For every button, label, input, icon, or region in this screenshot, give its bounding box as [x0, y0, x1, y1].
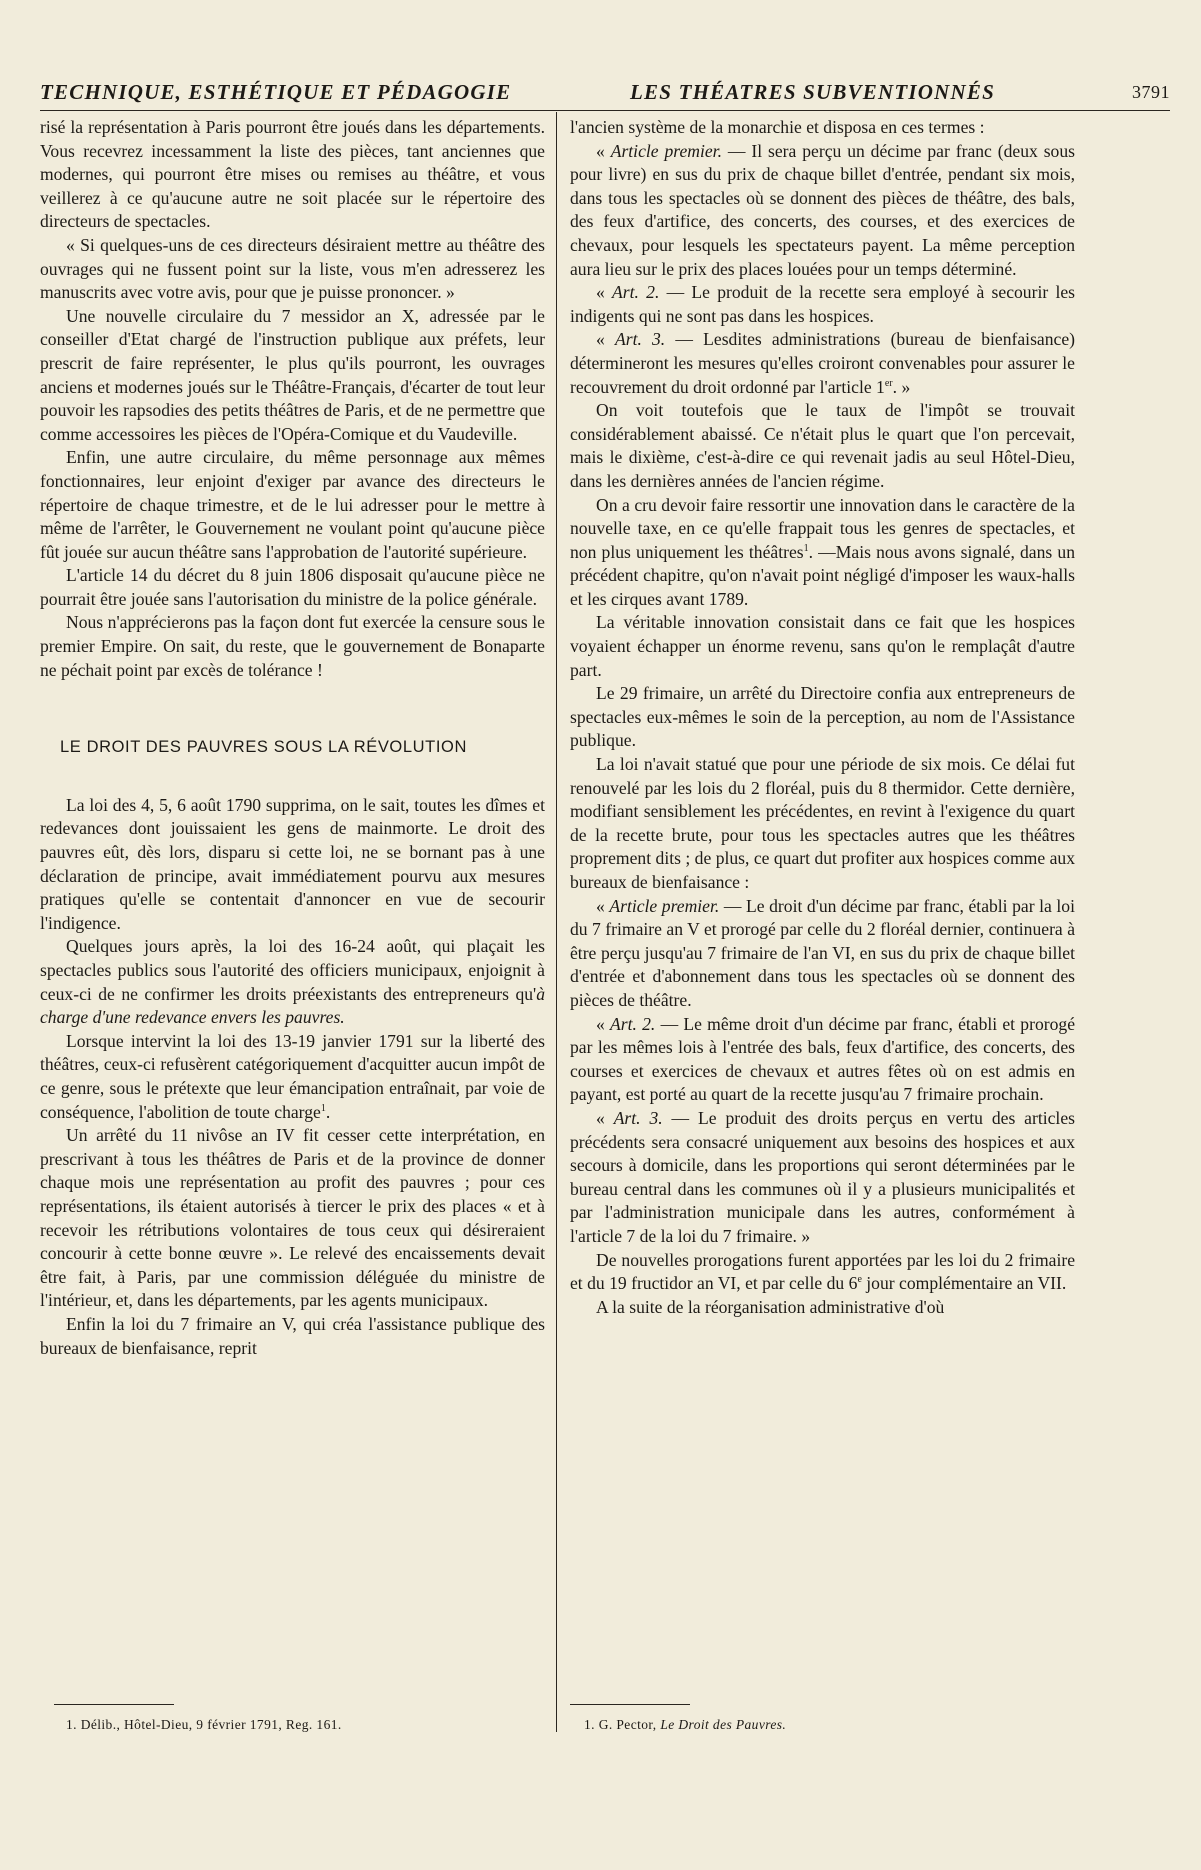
paragraph-text: — Le droit d'un décime par franc, établi par la loi du 7 frimaire an V et prorogé par celle du 2 floréal dernier, continuera à être perçu jusqu'au 7 frimaire de l'an VI, en sus du prix de chaque billet d'entrée et d'abonnement dans tous les spectacles où se donnent des pièces de théâtre.: [570, 895, 1075, 1010]
article-paragraph: « Art. 3. — Le produit des droits perçus en vertu des articles précédents sera consacré uniquement aux besoins des hospices et aux secours à domicile, dans les proportions qui seront déterminées par le bureau central dans les communes où il y a plusieurs municipalités et par l'administration municipale dans les autres, conformément à l'article 7 de la loi du 7 frimaire. »: [570, 1107, 1075, 1246]
article-paragraph: « Art. 2. — Le produit de la recette sera employé à secourir les indigents qui ne sont pas dans les hospices.: [570, 282, 1075, 326]
paragraph: L'article 14 du décret du 8 juin 1806 disposait qu'aucune pièce ne pourrait être jouée sans l'autorisation du ministre de la police générale.: [40, 565, 545, 609]
header-rule: [40, 110, 1170, 111]
paragraph-text: — Le produit de la recette sera employé à secourir les indigents qui ne sont pas dans les hospices.: [570, 282, 1075, 326]
paragraph: « Si quelques-uns de ces directeurs désiraient mettre au théâtre des ouvrages qui ne fussent point sur la liste, vous m'en adresserez les manuscrits avec votre avis, pour que je puisse prononcer. »: [40, 234, 545, 303]
article-paragraph: « Art. 2. — Le même droit d'un décime par franc, établi et prorogé par les mêmes lois à l'entrée des bals, feux d'artifice, des concerts, des courses et exercices de chevaux et autres fêtes où on est admis en payant, est porté au quart de la recette jusqu'au 7 frimaire prochain.: [570, 1013, 1076, 1105]
paragraph: Enfin, une autre circulaire, du même personnage aux mêmes fonctionnaires, leur enjoint d'exiger par avance des directeurs le répertoire de chaque trimestre, et de le lui adresser pour le mettre à même de l'arrêter, le Gouvernement ne voulant point qu'aucune pièce fût jouée sur aucun théâtre sans l'approbation de l'autorité supérieure.: [40, 447, 545, 562]
paragraph: Enfin la loi du 7 frimaire an V, qui créa l'assistance publique des bureaux de bienfaisance, reprit: [40, 1313, 545, 1358]
column-divider: [556, 112, 557, 1732]
footnote-left: 1. Délib., Hôtel-Dieu, 9 février 1791, Reg. 161.: [66, 1717, 342, 1732]
article-paragraph: « Article premier. — Il sera perçu un décime par franc (deux sous pour livre) en sus du prix de chaque billet d'entrée, pendant six mois, dans tous les spectacles où se donnent des pièces de théâtre, des bals, des feux d'artifice, des concerts, des courses, et des exercices de chevaux, pour lesquels les spectateurs payent. La même perception aura lieu sur le prix des places louées pour un temps déterminé.: [570, 140, 1075, 279]
article-label: Art. 3.: [613, 1107, 663, 1128]
paragraph: Une nouvelle circulaire du 7 messidor an X, adressée par le conseiller d'Etat chargé de l'instruction publique aux préfets, leur prescrit de faire représenter, le plus qu'ils pourront, les ouvrages anciens et modernes joués sur le Théâtre-Français, d'écarter de tout leur pouvoir les rapsodies des petits théâtres de Paris, et de ne permettre que comme accessoires les pièces de l'Opéra-Comique et du Vaudeville.: [40, 305, 545, 444]
right-column: [570, 116, 1075, 1319]
paragraph: Le 29 frimaire, un arrêté du Directoire confia aux entrepreneurs de spectacles eux-mêmes le soin de la perception, au nom de l'Assistance publique.: [570, 683, 1075, 751]
paragraph: On voit toutefois que le taux de l'impôt se trouvait considérablement abaissé. Ce n'était plus le quart que l'on percevait, mais le dixième, c'est-à-dire ce qui revenait jadis au seul Hôtel-Dieu, dans les dernières années de l'ancien régime.: [570, 400, 1075, 491]
paragraph-text: — Lesdites administrations (bureau de bienfaisance) détermineront les mesures qu'elles croiront convenables pour assurer le recouvrement du droit ordonné par l'article 1: [570, 329, 1075, 397]
superscript: er: [884, 377, 893, 389]
paragraph: [570, 1249, 1075, 1296]
paragraph-text: On a cru devoir faire ressortir une innovation dans le caractère de la nouvelle taxe, en ce qu'elle frappait tous les genres de spectacles, et non plus uniquement les théâtres: [570, 494, 1075, 562]
paragraph-text: — Il sera perçu un décime par franc (deux sous pour livre) en sus du prix de chaque billet d'entrée, pendant six mois, dans tous les spectacles où se donnent des pièces de théâtre, des bals, des feux d'artifice, des concerts, des courses, et des exercices de chevaux, pour lesquels les spectateurs payent. La même perception aura lieu sur le prix des places louées pour un temps déterminé.: [570, 140, 1075, 279]
left-column: [40, 116, 545, 1360]
paragraph: La véritable innovation consistait dans ce fait que les hospices voyaient échapper un énorme revenu, sans qu'on le remplaçât d'autre part.: [570, 612, 1075, 680]
footnote-ref: 1: [803, 542, 809, 554]
paragraph: Lorsque intervint la loi des 13-19 janvier 1791 sur la liberté des théâtres, ceux-ci refusèrent catégoriquement d'acquitter aucun impôt de ce genre, sous le prétexte que leur émancipation entraînait, par voie de conséquence, l'abolition de toute charge$^1$.: [40, 1030, 545, 1122]
paragraph-italic: à charge d'une redevance envers les pauvres.: [40, 983, 545, 1028]
paragraph: l'ancien système de la monarchie et disposa en ces termes :: [570, 117, 985, 137]
running-header: [40, 76, 1170, 108]
header-right-title: LES THÉATRES SUBVENTIONNÉS: [630, 80, 995, 104]
paragraph-text: Quelques jours après, la loi des 16-24 août, qui plaçait les spectacles publics sous l'autorité des officiers municipaux, enjoignit à ceux-ci de ne confirmer les droits préexistants des entrepreneurs qu': [40, 936, 545, 1004]
paragraph: La loi n'avait statué que pour une période de six mois. Ce délai fut renouvelé par les lois du 2 floréal, puis du 8 thermidor. Cette dernière, modifiant sensiblement les précédentes, en revint à l'exigence du quart de la recette brute, pour tous les spectacles autres que les théâtres proprement dits ; de plus, ce quart dut profiter aux hospices comme aux bureaux de bienfaisance :: [570, 754, 1075, 892]
footnote-italic: Le Droit des Pauvres.: [660, 1717, 787, 1732]
article-paragraph: « Article premier. — Le droit d'un décime par franc, établi par la loi du 7 frimaire an V et prorogé par celle du 2 floréal dernier, continuera à être perçu jusqu'au 7 frimaire de l'an VI, en sus du prix de chaque billet d'entrée et d'abonnement dans tous les spectacles où se donnent des pièces de théâtre.: [570, 895, 1075, 1010]
paragraph: [40, 935, 545, 1029]
page-number: 3791: [1132, 82, 1170, 102]
paragraph-text: — Le produit des droits perçus en vertu des articles précédents sera consacré uniquement aux besoins des hospices et aux secours à domicile, dans les proportions qui seront déterminées par le bureau central dans les communes où il y a plusieurs municipalités et par l'administration municipale dans les autres, conformément à l'article 7 de la loi du 7 frimaire. »: [570, 1107, 1075, 1246]
article-paragraph: « Art. 3. — Lesdites administrations (bureau de bienfaisance) détermineront les mesures qu'elles croiront convenables pour assurer le recouvrement du droit ordonné par l'article 1er. »: [570, 329, 1075, 397]
paragraph: Nous n'apprécierons pas la façon dont fut exercée la censure sous le premier Empire. On sait, du reste, que le gouvernement de Bonaparte ne péchait point par excès de tolérance !: [40, 612, 545, 680]
footnote-ref: 1: [320, 1102, 326, 1114]
paragraph: La loi des 4, 5, 6 août 1790 supprima, on le sait, toutes les dîmes et redevances dont jouissaient les gens de mainmorte. Le droit des pauvres eût, dès lors, disparu si cette loi, ne se bornant pas à une déclaration de principe, avait immédiatement pourvu aux mesures pratiques qu'elle se contentait d'annoncer en vue de secourir l'indigence.: [40, 794, 545, 933]
section-title: LE DROIT DES PAUVRES SOUS LA RÉVOLUTION: [60, 738, 467, 757]
article-label: Art. 3.: [614, 329, 666, 350]
superscript: e: [857, 1274, 862, 1286]
footnote-text: 1. G. Pector,: [584, 1717, 661, 1732]
paragraph-text: — Le même droit d'un décime par franc, établi et prorogé par les mêmes lois à l'entrée des bals, feux d'artifice, des concerts, des courses et exercices de chevaux et autres fêtes où on est admis en payant, est porté au quart de la recette jusqu'au 7 frimaire prochain.: [570, 1013, 1076, 1105]
header-left-title: TECHNIQUE, ESTHÉTIQUE ET PÉDAGOGIE: [40, 80, 512, 104]
paragraph: risé la représentation à Paris pourront être joués dans les départements. Vous recevrez incessamment la liste des pièces, tant anciennes que modernes, qui pourront être mises ou remises au théâtre, et vous veillerez à ce qu'aucune autre ne soit placée sur le répertoire des directeurs de spectacles.: [40, 117, 545, 232]
article-label: Art. 2.: [612, 282, 660, 303]
article-label: Article premier.: [610, 140, 722, 161]
paragraph: A la suite de la réorganisation administrative d'où: [596, 1296, 945, 1317]
paragraph-text: jour complémentaire an VII.: [861, 1273, 1067, 1294]
paragraph-text: De nouvelles prorogations furent apportées par les loi du 2 frimaire et du 19 fructidor an VI, et par celle du 6: [570, 1249, 1075, 1294]
article-label: Article premier.: [609, 895, 720, 916]
paragraph-text: Lorsque intervint la loi des 13-19 janvier 1791 sur la liberté des théâtres, ceux-ci refusèrent catégoriquement d'acquitter aucun impôt de ce genre, sous le prétexte que leur émancipation entraînait, par voie de conséquence, l'abolition de toute charge: [40, 1030, 545, 1122]
footnote-rule-left: [54, 1704, 174, 1705]
paragraph: Un arrêté du 11 nivôse an IV fit cesser cette interprétation, en prescrivant à tous les théâtres de Paris et de la province de donner chaque mois une représentation au profit des pauvres ; pour ces représentations, ils étaient autorisés à tiercer le prix des places « et à recevoir les rétributions volontaires de tous ceux qui désireraient concourir à cette bonne œuvre ». Le relevé des encaissements devait être fait, à Paris, par une commission déléguée du ministre de l'intérieur, et, dans les départements, par les agents municipaux.: [40, 1125, 545, 1311]
footnote-right: [584, 1717, 786, 1733]
footnote-rule-right: [570, 1704, 690, 1705]
paragraph: [570, 494, 1075, 612]
paragraph-text: . —Mais nous avons signalé, dans un précédent chapitre, qu'on n'avait point négligé d'imposer les waux-halls et les cirques avant 1789.: [570, 541, 1075, 609]
article-label: Art. 2.: [610, 1013, 656, 1034]
